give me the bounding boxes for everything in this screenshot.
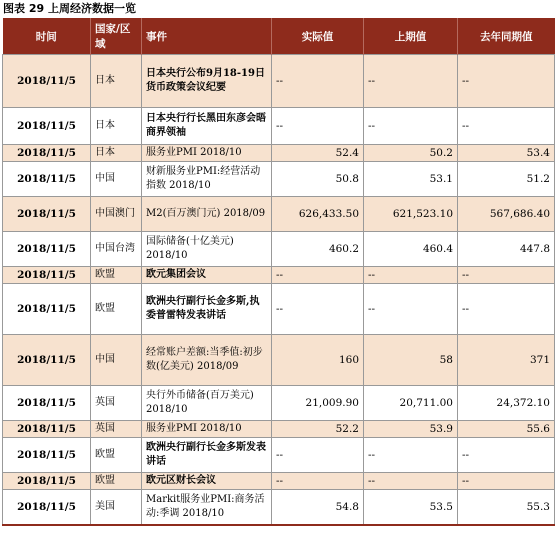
cell-yoy: 51.2 bbox=[458, 162, 555, 197]
cell-prior: 621,523.10 bbox=[364, 197, 458, 232]
cell-event: Markit服务业PMI:商务活动:季调 2018/10 bbox=[142, 490, 272, 525]
cell-date: 2018/11/5 bbox=[3, 421, 91, 438]
cell-country: 中国澳门 bbox=[91, 197, 142, 232]
cell-country: 欧盟 bbox=[91, 267, 142, 284]
table-row bbox=[3, 55, 555, 108]
cell-yoy: -- bbox=[458, 108, 555, 145]
cell-country: 日本 bbox=[91, 108, 142, 145]
cell-country: 中国台湾 bbox=[91, 232, 142, 267]
cell-event: 欧洲央行副行长金多斯,执委普雷特发表讲话 bbox=[142, 284, 272, 335]
cell-date: 2018/11/5 bbox=[3, 473, 91, 490]
cell-country: 欧盟 bbox=[91, 284, 142, 335]
cell-date: 2018/11/5 bbox=[3, 386, 91, 421]
cell-actual: 52.2 bbox=[272, 421, 364, 438]
cell-date: 2018/11/5 bbox=[3, 335, 91, 386]
cell-date: 2018/11/5 bbox=[3, 55, 91, 108]
cell-date: 2018/11/5 bbox=[3, 145, 91, 162]
header-prior: 上期值 bbox=[364, 18, 458, 55]
table-row bbox=[3, 284, 555, 335]
cell-prior: -- bbox=[364, 473, 458, 490]
table-row bbox=[3, 267, 555, 284]
cell-event: 日本央行行长黑田东彦会晤商界领袖 bbox=[142, 108, 272, 145]
cell-actual: -- bbox=[272, 55, 364, 108]
cell-prior: -- bbox=[364, 267, 458, 284]
cell-prior: 460.4 bbox=[364, 232, 458, 267]
table-row bbox=[3, 162, 555, 197]
cell-prior: -- bbox=[364, 108, 458, 145]
figure-caption: 图表 29 上周经济数据一览 bbox=[3, 2, 136, 15]
cell-yoy: 53.4 bbox=[458, 145, 555, 162]
cell-actual: 21,009.90 bbox=[272, 386, 364, 421]
table-row bbox=[3, 335, 555, 386]
cell-actual: 626,433.50 bbox=[272, 197, 364, 232]
cell-prior: -- bbox=[364, 55, 458, 108]
table-row bbox=[3, 108, 555, 145]
table-row bbox=[3, 490, 555, 525]
cell-yoy: -- bbox=[458, 55, 555, 108]
header-yoy: 去年同期值 bbox=[458, 18, 555, 55]
table-body bbox=[3, 55, 555, 525]
cell-yoy: 567,686.40 bbox=[458, 197, 555, 232]
cell-country: 中国 bbox=[91, 335, 142, 386]
cell-prior: -- bbox=[364, 284, 458, 335]
cell-prior: 53.9 bbox=[364, 421, 458, 438]
table-row bbox=[3, 473, 555, 490]
header-row bbox=[3, 18, 555, 55]
cell-country: 中国 bbox=[91, 162, 142, 197]
cell-date: 2018/11/5 bbox=[3, 108, 91, 145]
economic-data-table bbox=[2, 18, 555, 526]
cell-event: 服务业PMI 2018/10 bbox=[142, 145, 272, 162]
cell-prior: 53.1 bbox=[364, 162, 458, 197]
cell-yoy: 447.8 bbox=[458, 232, 555, 267]
cell-event: 央行外币储备(百万美元) 2018/10 bbox=[142, 386, 272, 421]
cell-actual: -- bbox=[272, 108, 364, 145]
cell-date: 2018/11/5 bbox=[3, 490, 91, 525]
cell-yoy: 55.3 bbox=[458, 490, 555, 525]
cell-country: 英国 bbox=[91, 421, 142, 438]
cell-actual: -- bbox=[272, 438, 364, 473]
header-country: 国家/区域 bbox=[91, 18, 142, 55]
cell-prior: 53.5 bbox=[364, 490, 458, 525]
cell-yoy: -- bbox=[458, 438, 555, 473]
cell-country: 美国 bbox=[91, 490, 142, 525]
cell-event: 经常账户差额:当季值:初步数(亿美元) 2018/09 bbox=[142, 335, 272, 386]
cell-actual: -- bbox=[272, 267, 364, 284]
cell-actual: 52.4 bbox=[272, 145, 364, 162]
cell-event: M2(百万澳门元) 2018/09 bbox=[142, 197, 272, 232]
cell-yoy: -- bbox=[458, 284, 555, 335]
cell-event: 财新服务业PMI:经营活动指数 2018/10 bbox=[142, 162, 272, 197]
cell-actual: -- bbox=[272, 284, 364, 335]
cell-event: 欧洲央行副行长金多斯发表讲话 bbox=[142, 438, 272, 473]
cell-date: 2018/11/5 bbox=[3, 438, 91, 473]
cell-date: 2018/11/5 bbox=[3, 267, 91, 284]
table-row bbox=[3, 386, 555, 421]
table-row bbox=[3, 421, 555, 438]
cell-event: 服务业PMI 2018/10 bbox=[142, 421, 272, 438]
table-row bbox=[3, 438, 555, 473]
table-row bbox=[3, 232, 555, 267]
cell-event: 日本央行公布9月18-19日货币政策会议纪要 bbox=[142, 55, 272, 108]
header-actual: 实际值 bbox=[272, 18, 364, 55]
cell-yoy: -- bbox=[458, 267, 555, 284]
cell-country: 英国 bbox=[91, 386, 142, 421]
cell-actual: 460.2 bbox=[272, 232, 364, 267]
cell-date: 2018/11/5 bbox=[3, 284, 91, 335]
cell-prior: 58 bbox=[364, 335, 458, 386]
cell-yoy: 24,372.10 bbox=[458, 386, 555, 421]
cell-actual: 54.8 bbox=[272, 490, 364, 525]
cell-date: 2018/11/5 bbox=[3, 162, 91, 197]
cell-date: 2018/11/5 bbox=[3, 232, 91, 267]
table-row bbox=[3, 197, 555, 232]
cell-event: 欧元集团会议 bbox=[142, 267, 272, 284]
cell-country: 欧盟 bbox=[91, 438, 142, 473]
cell-prior: 20,711.00 bbox=[364, 386, 458, 421]
cell-event: 国际储备(十亿美元) 2018/10 bbox=[142, 232, 272, 267]
cell-date: 2018/11/5 bbox=[3, 197, 91, 232]
cell-yoy: -- bbox=[458, 473, 555, 490]
cell-yoy: 371 bbox=[458, 335, 555, 386]
cell-country: 日本 bbox=[91, 145, 142, 162]
cell-prior: 50.2 bbox=[364, 145, 458, 162]
header-time: 时间 bbox=[3, 18, 91, 55]
cell-event: 欧元区财长会议 bbox=[142, 473, 272, 490]
header-event: 事件 bbox=[142, 18, 272, 55]
cell-actual: 50.8 bbox=[272, 162, 364, 197]
cell-country: 欧盟 bbox=[91, 473, 142, 490]
cell-actual: 160 bbox=[272, 335, 364, 386]
cell-yoy: 55.6 bbox=[458, 421, 555, 438]
cell-prior: -- bbox=[364, 438, 458, 473]
table-row bbox=[3, 145, 555, 162]
cell-actual: -- bbox=[272, 473, 364, 490]
cell-country: 日本 bbox=[91, 55, 142, 108]
